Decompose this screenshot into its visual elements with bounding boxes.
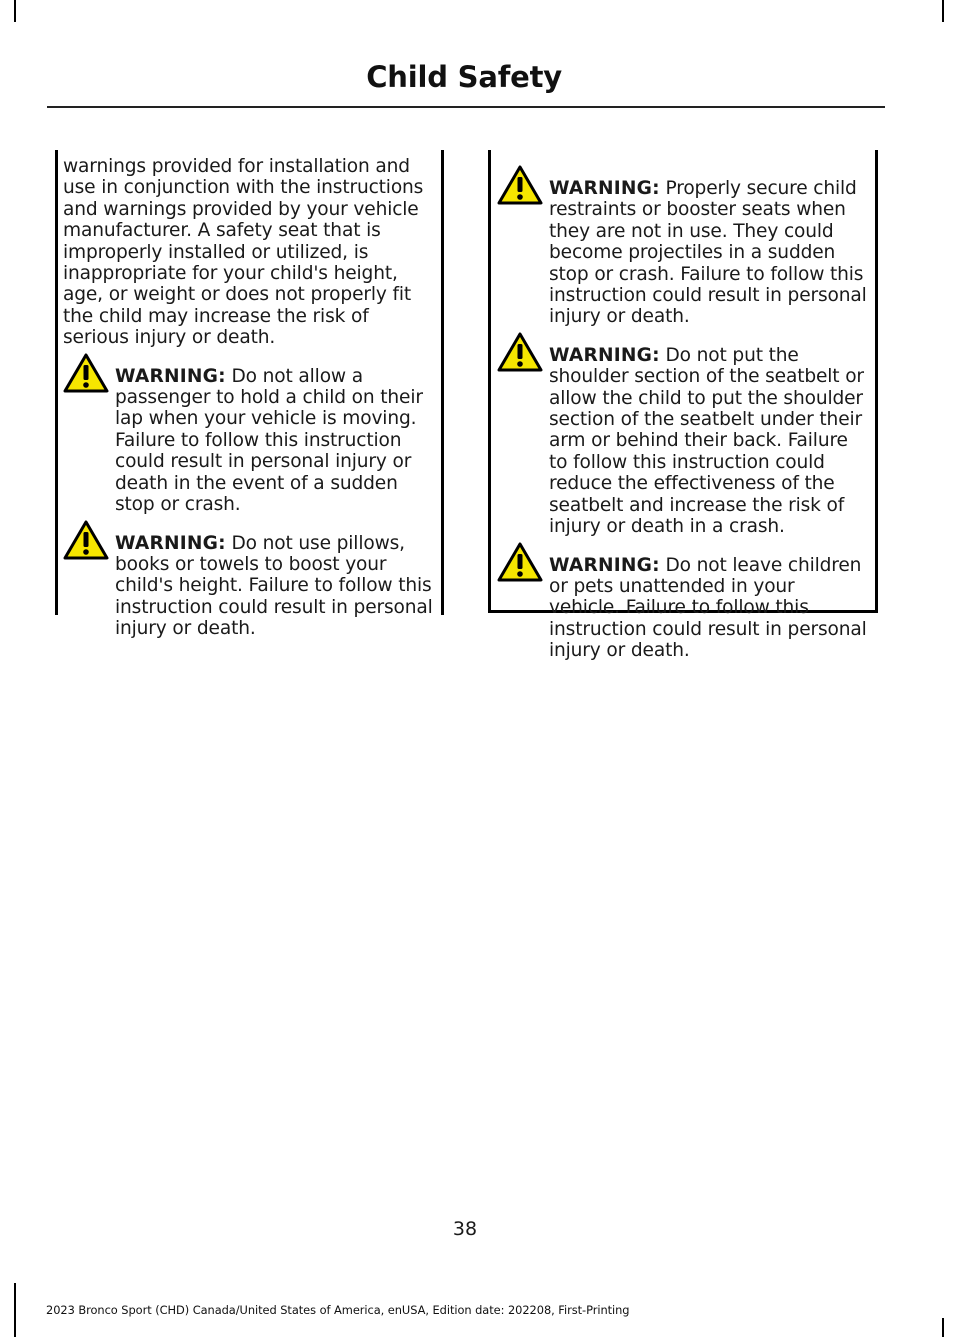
warning-label: WARNING: — [115, 532, 226, 554]
warning-text: Properly secure child restraints or booster seats when they are not in use. They could become projectiles in a sudden stop or crash. Failure to follow this instruction could result in personal injury or death. — [549, 178, 867, 328]
warning-block — [497, 345, 871, 538]
warning-label: WARNING: — [549, 178, 660, 199]
warning-label: WARNING: — [549, 344, 660, 366]
warning-label: WARNING: — [549, 554, 660, 576]
left-column-border-right — [441, 150, 444, 615]
warning-text: Do not leave children or pets unattended in your vehicle. Failure to follow this instruction could result in personal injury or death. — [549, 554, 867, 662]
warning-block — [63, 533, 438, 640]
crop-mark-top-right — [942, 0, 944, 22]
warning-triangle-icon — [63, 353, 109, 393]
warning-text: Do not put the shoulder section of the seatbelt or allow the child to put the shoulder section of the seatbelt under their arm or behind their back. Failure to follow this instruction could reduce the effectiveness of the seatbelt and increase the risk of injury or death in a crash. — [549, 344, 864, 538]
page-number: 38 — [452, 1218, 478, 1240]
intro-paragraph: warnings provided for installation and use in conjunction with the instructions and warnings provided by your vehicle manufacturer. A safety seat that is improperly installed or utilized, is inappropriate for your child's height, age, or weight or does not properly fit the child may increase the risk of serious injury or death. — [63, 156, 424, 349]
right-column-warning-box — [488, 150, 878, 662]
crop-mark-bottom-left — [14, 1283, 16, 1337]
warning-triangle-icon — [497, 165, 543, 205]
warning-triangle-icon — [63, 520, 109, 560]
warning-block — [497, 178, 871, 328]
warning-triangle-icon — [497, 542, 543, 582]
edition-footer: 2023 Bronco Sport (CHD) Canada/United States of America, enUSA, Edition date: 202208, First-Printing — [46, 1303, 630, 1317]
crop-mark-top-left — [14, 0, 16, 22]
warning-label: WARNING: — [115, 365, 226, 387]
warning-block — [63, 366, 438, 516]
page-title: Child Safety — [366, 60, 562, 94]
warning-triangle-icon — [497, 332, 543, 372]
left-column-border-left — [55, 150, 58, 615]
warning-text: Do not allow a passenger to hold a child on their lap when your vehicle is moving. Failure to follow this instruction could result in personal injury or death in the event of a sudden stop or crash. — [115, 365, 423, 516]
left-column — [55, 150, 444, 640]
warning-block — [497, 555, 871, 662]
header-rule — [47, 106, 885, 108]
warning-text: Do not use pillows, books or towels to boost your child's height. Failure to follow this instruction could result in personal injury or death. — [115, 532, 433, 640]
crop-mark-bottom-right — [942, 1318, 944, 1337]
